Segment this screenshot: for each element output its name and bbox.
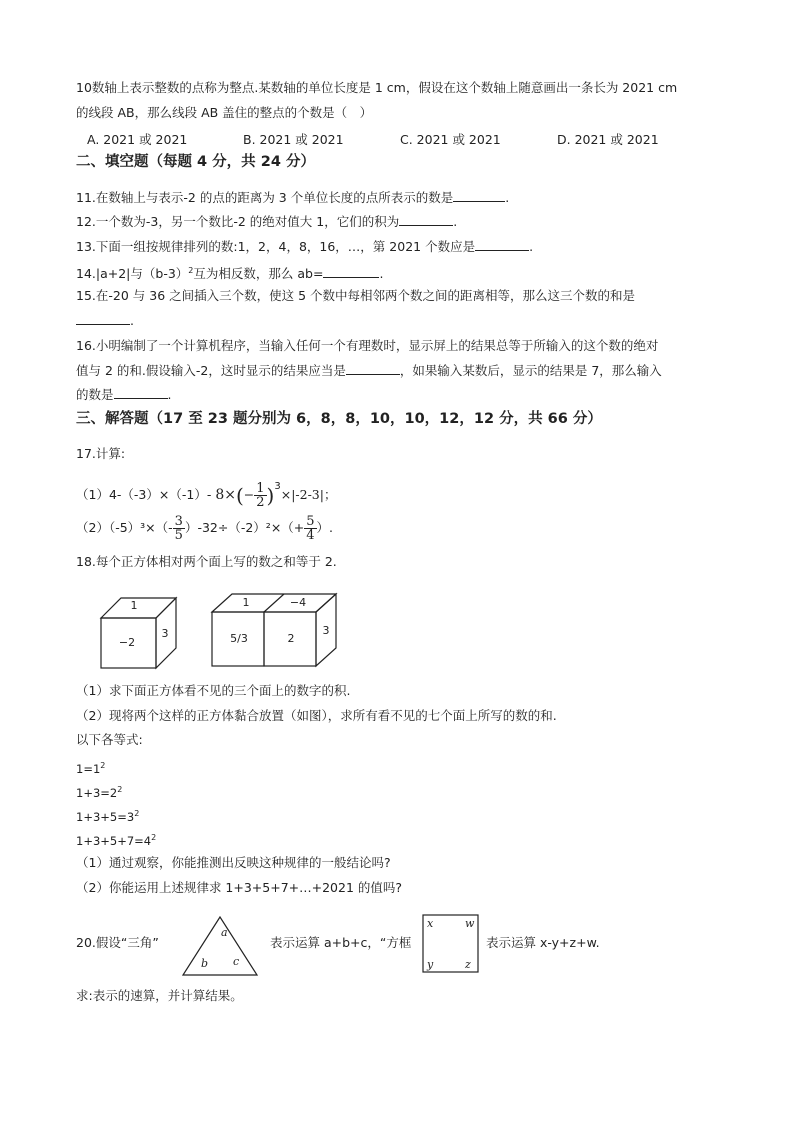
q12-text: 12.一个数为-3，另一个数比-2 的绝对值大 1，它们的积为 [76,214,400,229]
cube1-front-label: −2 [118,636,136,649]
q18-p1: （1）求下面正方体看不见的三个面上的数字的积. [76,683,351,698]
q17-p1-tail: ×|-2-3| [280,487,324,502]
cube1-top-label: 1 [130,599,138,612]
q17-p2-mid: ）-32÷（-2）²×（+ [184,520,305,535]
q17-p2-den2: 4 [306,528,315,543]
q17-p1-rparen: ) [266,483,275,508]
box-x: x [427,917,434,930]
q10-option-c: C. 2021 或 2021 [400,132,501,147]
box-w: w [465,917,475,930]
cube2-front-left-label: 5/3 [230,632,248,645]
cube1-top-face [101,598,176,618]
q17-p1-fraction [254,482,266,509]
cube2-top-divider [264,594,284,612]
q20-prefix: 20.假设“三角” [76,935,159,950]
cube2-front-right-label: 2 [287,632,295,645]
q10-option-b: B. 2021 或 2021 [243,132,344,147]
q16-end: . [167,387,172,402]
q14-end: . [379,266,384,282]
q17-p1-eight: 8× [215,487,236,503]
q13 [76,238,533,255]
triangle-figure [180,915,260,977]
q19-eq2-exp: 2 [117,785,123,794]
q11 [76,189,509,206]
q11-text: 11.在数轴上与表示-2 的点的距离为 3 个单位长度的点所表示的数是 [76,190,454,205]
q19-eq-4 [76,830,156,849]
q17-p1-prefix: （1）4-（-3）×（-1）- [76,487,212,502]
q12-blank [399,213,453,226]
q14-text-a: 14.|a+2|与（b-3） [76,266,189,282]
q10-line2: 的线段 AB，那么线段 AB 盖住的整点的个数是（ ） [76,105,373,120]
q14 [76,263,383,282]
q16-line2b: ，如果输入某数后，显示的结果是 7，那么输入 [399,363,662,378]
q17-p1-minus: − [243,487,255,502]
cubes-figure [96,592,346,672]
q16-line2a: 值与 2 的和.假设输入-2，这时显示的结果应当是 [76,363,346,378]
q11-blank [453,189,505,202]
box-z: z [465,958,471,971]
q17-p2-fraction1 [173,515,185,542]
q19-p1: （1）通过观察，你能推测出反映这种规律的一般结论吗? [76,855,391,870]
triangle-a: a [221,926,228,939]
q17-title: 17.计算: [76,446,126,461]
q16-line3 [76,386,172,403]
cube-pair [212,594,336,666]
q19-eq1-lhs: 1=1 [76,761,101,776]
q19-eq2-lhs: 1+3=2 [76,785,118,800]
q14-blank [323,265,379,278]
q17-p2-num1: 3 [174,514,183,529]
section2-title: 二、填空题（每题 4 分，共 24 分） [76,154,315,170]
q17-p2-num2: 5 [306,514,315,529]
cube2-top-left-label: 1 [242,596,250,609]
cube2-top-right-label: −4 [289,596,307,609]
q10-option-a: A. 2021 或 2021 [87,132,188,147]
q17-p1-den: 2 [256,495,265,510]
q19-eq3-exp: 2 [134,809,140,818]
q13-blank [475,238,529,251]
q15-line1: 15.在-20 与 36 之间插入三个数，使这 5 个数中每相邻两个数之间的距离相等，那么这三个数的和是 [76,288,636,303]
q17-p2-fraction2 [304,515,316,542]
q19-eq1-exp: 2 [100,761,106,770]
q12-end: . [453,214,458,229]
cube2-right-label: 3 [322,624,330,637]
q17-p1-num: 1 [256,481,265,496]
q19-eq3-lhs: 1+3+5=3 [76,809,135,824]
q15-end: . [130,313,134,328]
q16-blank2 [114,386,168,399]
q19-eq-1 [76,758,105,777]
triangle-b: b [201,957,209,970]
q20-mid: 表示运算 a+b+c，“方框 [270,935,412,950]
q17-p2-den1: 5 [174,528,183,543]
q17-p1-exp: 3 [274,481,281,492]
q13-text: 13.下面一组按规律排列的数:1，2，4，8，16，…，第 2021 个数应是 [76,239,476,254]
q18-p2: （2）现将两个这样的正方体黏合放置（如图），求所有看不见的七个面上所写的数的和. [76,708,557,723]
q19-intro: 以下各等式: [76,732,143,747]
q16-line1: 16.小明编制了一个计算机程序，当输入任何一个有理数时，显示屏上的结果总等于所输入的这个数的绝对 [76,338,659,353]
q19-p2: （2）你能运用上述规律求 1+3+5+7+…+2021 的值吗? [76,880,403,895]
q17-p1-end: ； [323,487,337,502]
q13-end: . [529,239,534,254]
q11-end: . [505,190,510,205]
q17-p1-lparen: ( [235,483,244,508]
q10-option-d: D. 2021 或 2021 [557,132,659,147]
q14-text-b: 互为相反数，那么 ab= [193,266,324,282]
q12 [76,213,457,230]
section3-title: 三、解答题（17 至 23 题分别为 6，8，8，10，10，12，12 分，共 66 分） [76,411,602,427]
triangle-c: c [233,955,240,968]
cube1-right-label: 3 [161,627,169,640]
box-y: y [427,958,434,971]
q19-eq-2 [76,782,122,801]
q17-part2 [76,513,333,543]
q19-eq4-lhs: 1+3+5+7=4 [76,833,152,848]
q16-line3-text: 的数是 [76,387,114,402]
triangle-shape [183,917,257,975]
q16-line2 [76,362,662,379]
q20-suffix: 表示运算 x-y+z+w. [486,935,600,950]
q16-blank1 [346,362,400,375]
box-figure [422,914,480,974]
q17-p2-end: ）. [316,520,334,535]
q15-blank [76,312,130,325]
q14-sup: 2 [188,266,194,275]
q18-title: 18.每个正方体相对两个面上写的数之和等于 2. [76,554,337,569]
q19-eq-3 [76,806,139,825]
q15-line2 [76,312,134,329]
q19-eq4-exp: 2 [151,833,157,842]
q20-ask: 求:表示的速算，并计算结果。 [76,988,243,1003]
q17-part1 [76,472,336,511]
q17-p2-prefix: （2）（-5）³×（- [76,520,173,535]
q10-line1: 10数轴上表示整数的点称为整点.某数轴的单位长度是 1 cm，假设在这个数轴上随意画出一条长为 2021 cm [76,80,678,95]
